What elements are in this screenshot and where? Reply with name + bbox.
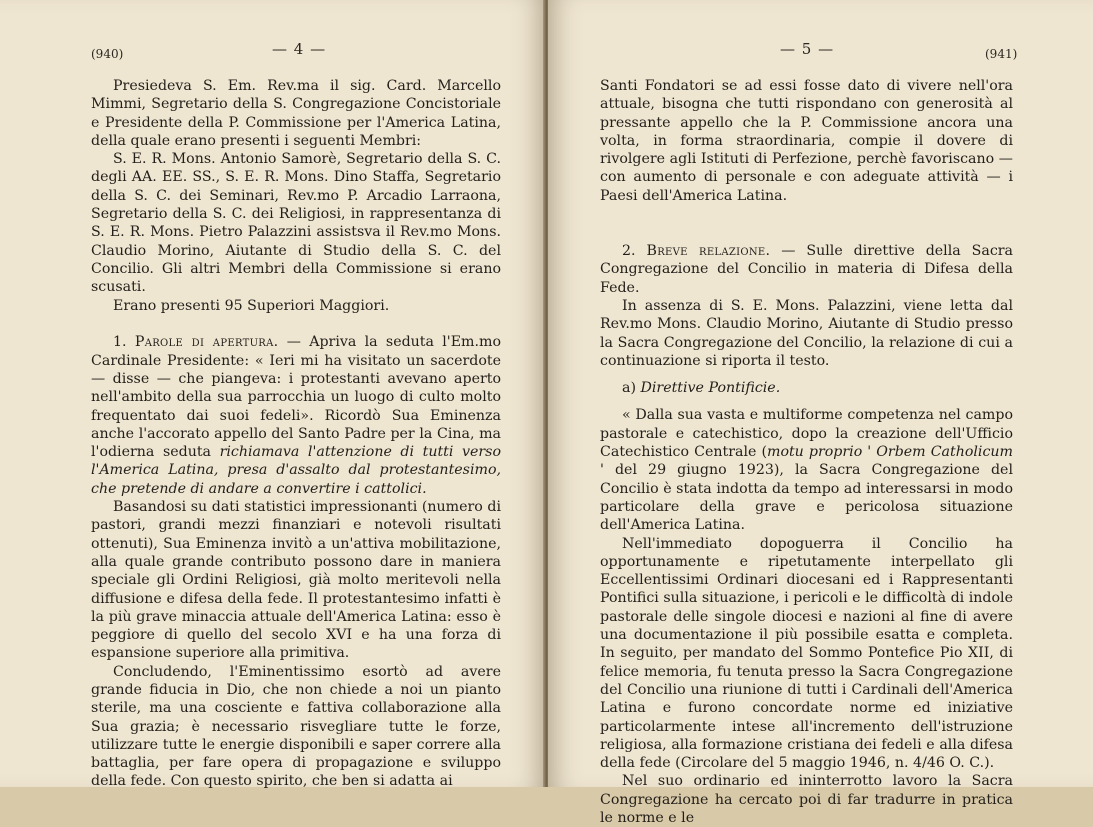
paragraph: Basandosi su dati statistici impressionanti (numero di pastori, grandi mezzi finanziari e notevoli risultati ottenuti), Sua Eminenza invitò a un'attiva mobilitazione, alla quale grande contributo possono dare in maniera speciale gli Ordini Religiosi, già molto meritevoli nella diffusione e difesa della fede. Il protestantesimo infatti è la più grave minaccia attuale dell'America Latina: esso è peggiore di quello del secolo XVI e ha una forza di espansione superiore alla primitiva. [91, 499, 501, 662]
right-header-number: (941) [985, 47, 1018, 61]
subsection-title: Direttive Pontificie. [640, 380, 781, 397]
section-number: 1. [113, 334, 127, 351]
continued-paragraph: Santi Fondatori se ad essi fosse dato di vivere nell'ora attuale, bisogna che tutti rispondano con generosità al pressante appello che la P. Commissione ancora una volta, in forma straordinaria, compie il dovere di rivolgere agli Istituti di Perfezione, perchè favoriscano — con aumento di personale e con adeguate attività — i Paesi dell'America Latina. [600, 78, 1013, 204]
subsection-heading [600, 379, 1013, 397]
paragraph: Concludendo, l'Eminentissimo esortò ad avere grande fiducia in Dio, che non chiede a noi un pianto sterile, ma una cosciente e fattiva collaborazione alla Sua grazia; è necessario risvegliare tutte le forze, utilizzare tutte le energie disponibili e saper correre alla battaglia, per fare opera di propagazione e sviluppo della fede. Con questo spirito, che ben si adatta ai [91, 663, 501, 790]
section-text: — Sulle direttive della Sacra Congregazione del Concilio in materia di Difesa della Fede. [600, 243, 1014, 296]
subsection-label: a) [622, 380, 636, 397]
paragraph: Erano presenti 95 Superiori Maggiori. [113, 297, 390, 314]
left-page-text [91, 77, 501, 791]
section-number: 2. [622, 243, 636, 260]
paragraph-italic-text: motu proprio ' Orbem Catholicum ' [600, 444, 1013, 479]
paragraph-text: « Dalla sua vasta e multiforme competenza nel campo pastorale e catechistico, dopo la creazione dell'Ufficio Catechistico Centrale ( [600, 407, 1013, 461]
paragraph: Presiedeva S. Em. Rev.ma il sig. Card. Marcello Mimmi, Segretario della S. Congregazione Concistoriale e Presidente della P. Commissione per l'America Latina, della quale erano presenti i seguenti Membri: [91, 78, 501, 149]
section-2-paragraph [600, 242, 1013, 297]
section-title: Parole di apertura. [134, 334, 279, 351]
right-page-text [600, 77, 1013, 827]
paragraph: In assenza di S. E. Mons. Palazzini, viene letta dal Rev.mo Mons. Claudio Morino, Aiutante di Studio presso la Sacra Congregazione del Concilio, la relazione di cui a continuazione si riporta il testo. [600, 297, 1013, 369]
right-page [548, 0, 1093, 826]
section-title: Breve relazione. [646, 243, 771, 260]
right-folio: — 5 — [780, 40, 835, 58]
paragraph: Nel suo ordinario ed ininterrotto lavoro la Sacra Congregazione ha cercato poi di far tradurre in pratica le norme e le [600, 773, 1013, 826]
paragraph [600, 406, 1013, 534]
section-1-paragraph [91, 333, 501, 498]
section-italic-text: richiamava l'attenzione di tutti verso l'America Latina, presa d'assalto dal protestantesimo, che pretende di andare a convertire i cattolici. [91, 444, 501, 497]
paragraph: Nell'immediato dopoguerra il Concilio ha opportunamente e ripetutamente interpellato gli Eccellentissimi Ordinari diocesani ed i Rappresentanti Pontifici sulla situazione, i pericoli e le difficoltà di indole pastorale delle singole diocesi e nazioni al fine di avere una documentazione il più possibile esatta e completa. In seguito, per mandato del Sommo Pontefice Pio XII, di felice memoria, fu tenuta presso la Sacra Congregazione del Concilio una riunione di tutti i Cardinali dell'America Latina e furono concordate norme ed iniziative particolarmente intese all'incremento dell'istruzione religiosa, alla formazione cristiana dei fedeli e alla difesa della fede (Circolare del 5 maggio 1946, n. 4/46 O. C.). [600, 535, 1013, 772]
left-page [0, 0, 545, 790]
left-folio: — 4 — [272, 40, 327, 58]
paragraph: S. E. R. Mons. Antonio Samorè, Segretario della S. C. degli AA. EE. SS., S. E. R. Mons. Dino Staffa, Segretario della S. C. dei Seminari, Rev.mo P. Arcadio Larraona, Segretario della S. C. dei Religiosi, in rappresentanza di S. E. R. Mons. Pietro Palazzini assistsva il Rev.mo Mons. Claudio Morino, Aiutante di Studio della S. C. del Concilio. Gli altri Membri della Commissione si erano scusati. [91, 151, 501, 296]
left-header-number: (940) [91, 47, 124, 61]
section-text: — Apriva la seduta l'Em.mo Cardinale Presidente: « Ieri mi ha visitato un sacerdote — disse — che piangeva: i protestanti avevano aperto nell'ambito della sua parrocchia un luogo di culto molto frequentato dai suoi fedeli». Ricordò Sua Eminenza anche l'accorato appello del Santo Padre per la Cina, ma l'odierna seduta [91, 334, 502, 461]
paragraph-text: del 29 giugno 1923), la Sacra Congregazione del Concilio è stata indotta da tempo ad interessarsi in modo particolare della grave e pericolosa situazione dell'America Latina. [600, 462, 1013, 534]
